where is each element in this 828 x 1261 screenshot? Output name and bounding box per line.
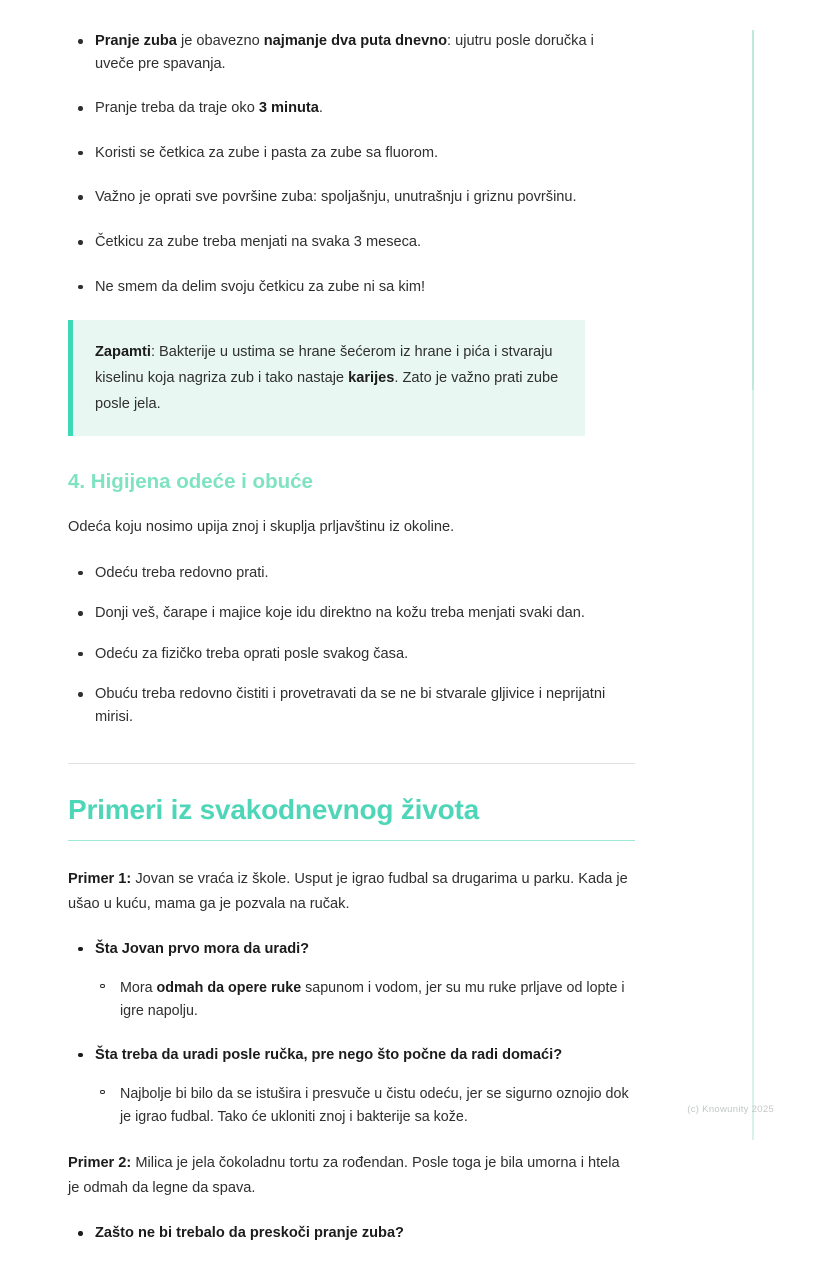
list-item: Ne smem da delim svoju četkicu za zube ni sa kim! [68,276,635,299]
clothing-hygiene-bullet-list [68,562,635,729]
question-text: Zašto ne bi trebalo da preskoči pranje zuba? [68,1223,635,1245]
question-text: Šta Jovan prvo mora da uradi? [68,939,635,961]
question-text: Šta treba da uradi posle ručka, pre nego što počne da radi domaći? [68,1045,635,1067]
list-item: Obuću treba redovno čistiti i provetravati da se ne bi stvarale gljivice i neprijatni mirisi. [68,683,635,728]
list-item: Pranje zuba je obavezno najmanje dva puta dnevno: ujutru posle doručka i uveče pre spavanja. [68,30,635,75]
list-item: Odeću za fizičko treba oprati posle svakog časa. [68,643,635,666]
section-heading-clothing-hygiene: 4. Higijena odeće i obuće [68,470,313,494]
remember-callout [68,320,585,436]
list-item: Četkicu za zube treba menjati na svaka 3 meseca. [68,231,635,254]
list-item: Važno je oprati sve površine zuba: spoljašnju, unutrašnju i griznu površinu. [68,186,635,209]
list-item: Donji veš, čarape i majice koje idu direktno na kožu treba menjati svaki dan. [68,602,635,625]
answer-text: Najbolje bi bilo da se istušira i presvuče u čistu odeću, jer se sigurno oznojio dok je igrao fudbal. Tako će ukloniti znoj i bakterije sa kože. [96,1083,635,1129]
example-1-question-2 [68,1045,635,1067]
list-item: Koristi se četkica za zube i pasta za zube sa fluorom. [68,142,635,165]
example-2-question-1 [68,1223,635,1245]
example-1-question-1 [68,939,635,961]
example-1-answer-2 [68,1083,635,1129]
answer-text: Mora odmah da opere ruke sapunom i vodom, jer su mu ruke prljave od lopte i igre napolju. [96,977,635,1023]
example-1-answer-1 [68,977,635,1023]
watermark: (c) Knowunity 2025 [687,1104,774,1115]
scrollbar[interactable] [752,0,828,1171]
callout-text: Zapamti: Bakterije u ustima se hrane šećerom iz hrane i pića i stvaraju kiselinu koja nagriza zub i tako nastaje karijes. Zato je važno prati zube posle jela. [95,344,559,413]
example-2-paragraph: Primer 2: Milica je jela čokoladnu tortu za rođendan. Posle toga je bila umorna i htela je odmah da legne da spava. [68,1155,620,1197]
oral-hygiene-bullet-list [68,30,635,298]
example-1-paragraph: Primer 1: Jovan se vraća iz škole. Usput je igrao fudbal sa drugarima u parku. Kada je ušao u kuću, mama ga je pozvala na ručak. [68,870,628,912]
list-item: Odeću treba redovno prati. [68,562,635,585]
scrollbar-thumb[interactable] [752,30,754,390]
divider [68,763,635,764]
list-item: Pranje treba da traje oko 3 minuta. [68,97,635,120]
page-title-examples: Primeri iz svakodnevnog života [68,793,480,825]
title-underline [68,840,635,841]
document-content [68,30,635,1261]
section-intro-paragraph: Odeća koju nosimo upija znoj i skuplja prljavštinu iz okoline. [68,519,455,536]
